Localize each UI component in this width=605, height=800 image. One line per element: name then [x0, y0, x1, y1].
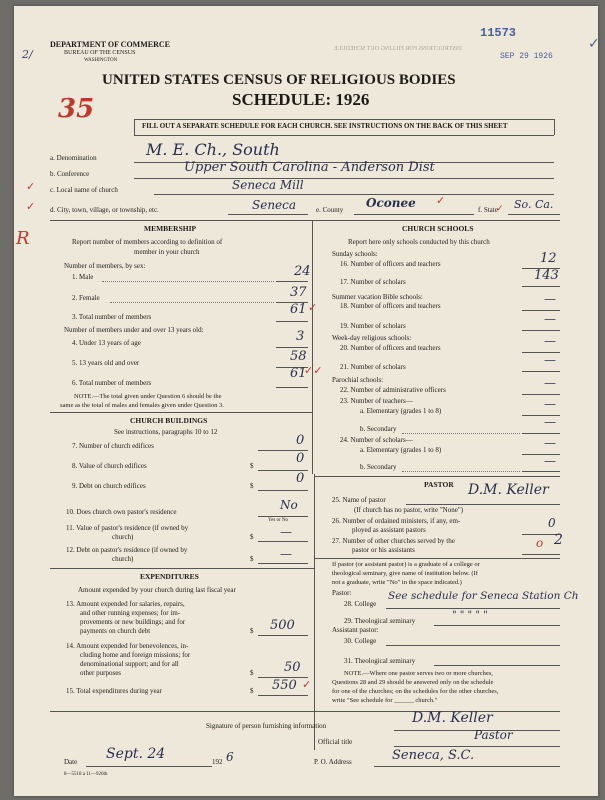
question-label: denominational support; and for all: [80, 660, 179, 668]
city-value[interactable]: Seneca: [252, 198, 297, 212]
denomination-label: a. Denomination: [50, 154, 97, 162]
answer-value[interactable]: —: [280, 525, 292, 539]
year-digit[interactable]: 6: [226, 750, 234, 764]
question-label: 6. Total number of members: [72, 379, 152, 387]
membership-note: same as the total of males and females given under Question 3.: [60, 402, 224, 409]
answer-value[interactable]: 37: [290, 285, 307, 300]
schools-group-label: Summer vacation Bible schools:: [332, 293, 423, 301]
dollar-sign: $: [250, 462, 254, 470]
question-label: 20. Number of officers and teachers: [340, 344, 441, 352]
graduate-instructions: If pastor (or assistant pastor) is a graduate of a college or: [332, 561, 480, 568]
pastor-note: NOTE.—Where one pastor serves two or more churches,: [344, 670, 493, 677]
pastor-none-hint: (If church has no pastor, write "None"): [354, 506, 464, 514]
question-label: 2. Female: [72, 294, 100, 302]
membership-note: NOTE.—The total given under Question 6 should be the: [74, 393, 222, 400]
buildings-heading: CHURCH BUILDINGS: [130, 416, 208, 425]
seminary-value[interactable]: " " " " ": [452, 610, 488, 621]
check-icon: ✓: [496, 204, 504, 214]
signature-label: Signature of person furnishing information: [206, 722, 327, 730]
membership-age-heading: Number of members under and over 13 years old:: [64, 326, 204, 334]
question-label: and other running expenses; for im-: [80, 609, 181, 617]
instruction-banner: FILL OUT A SEPARATE SCHEDULE FOR EACH CHURCH. SEE INSTRUCTIONS ON THE BACK OF THIS SHEET: [142, 122, 508, 130]
conference-value[interactable]: Upper South Carolina - Anderson Dist: [184, 160, 435, 175]
question-label: 13. Amount expended for salaries, repairs,: [66, 600, 185, 608]
question-label: provements or new buildings; and for: [80, 618, 186, 626]
question-label: 9. Debt on church edifices: [72, 482, 146, 490]
question-label: 24. Number of scholars—: [340, 436, 413, 444]
city-label: WASHINGTON: [84, 58, 118, 63]
check-icon: ✓✓: [304, 364, 323, 377]
answer-value[interactable]: 143: [534, 268, 559, 283]
membership-intro: member in your church: [134, 248, 200, 256]
answer-value[interactable]: —: [544, 353, 556, 367]
question-label: 12. Debt on pastor's residence (if owned by: [66, 546, 188, 554]
pastor-note: for one of the churches; on the schedules for the other churches,: [332, 688, 499, 695]
county-label: e. County: [316, 206, 344, 214]
graduate-instructions: not a graduate, write "No" in the space indicated.): [332, 579, 462, 586]
year-prefix: 192: [212, 758, 223, 766]
bureau-label: BUREAU OF THE CENSUS: [64, 50, 136, 56]
college-value[interactable]: See schedule for Seneca Station Ch: [388, 590, 579, 602]
question-label: church): [112, 533, 134, 541]
assistant-subheading: Assistant pastor:: [332, 626, 379, 634]
po-address-value[interactable]: Seneca, S.C.: [392, 748, 475, 763]
dollar-sign: $: [250, 555, 254, 563]
question-label: 17. Number of scholars: [340, 278, 406, 286]
state-value[interactable]: So. Ca.: [514, 198, 554, 211]
answer-value[interactable]: —: [544, 292, 556, 306]
official-title-label: Official title: [318, 738, 353, 746]
question-label: 16. Number of officers and teachers: [340, 260, 441, 268]
graduate-instructions: theological seminary, give name of institution below. (If: [332, 570, 478, 577]
buildings-instructions: See instructions, paragraphs 10 to 12: [114, 428, 218, 436]
signature-value[interactable]: D.M. Keller: [412, 710, 493, 726]
answer-value[interactable]: —: [544, 334, 556, 348]
margin-mark-top: 2/: [22, 48, 33, 61]
question-label: 8. Value of church edifices: [72, 462, 147, 470]
question-label: a. Elementary (grades 1 to 8): [360, 446, 442, 454]
date-label: Date: [64, 758, 78, 766]
check-icon: ✓: [26, 180, 36, 193]
membership-heading: MEMBERSHIP: [144, 224, 197, 233]
po-address-label: P. O. Address: [314, 758, 352, 766]
pastor-note: Questions 28 and 29 should be answered only on the schedule: [332, 679, 494, 686]
question-label: 27. Number of other churches served by the: [332, 537, 455, 545]
answer-value[interactable]: —: [544, 376, 556, 390]
schedule-number-stamp: 11573: [480, 26, 517, 40]
answer-value[interactable]: 3: [296, 329, 305, 344]
question-label: 5. 13 years old and over: [72, 359, 140, 367]
schools-group-label: Parochial schools:: [332, 376, 384, 384]
answer-value[interactable]: —: [544, 312, 556, 326]
bleed-through-text: INSTRUCTIONS FOR FILLING OUT SCHEDULE: [334, 46, 462, 52]
answer-value[interactable]: 550: [272, 678, 297, 693]
question-label: pastor or his assistants: [352, 546, 415, 554]
membership-intro: Report number of members according to definition of: [72, 238, 223, 246]
department-label: DEPARTMENT OF COMMERCE: [50, 40, 171, 49]
question-label: 23. Number of teachers—: [340, 397, 413, 405]
question-label: church): [112, 555, 134, 563]
dollar-sign: $: [250, 669, 254, 677]
question-label: 11. Value of pastor's residence (if owned by: [66, 524, 189, 532]
check-icon: ✓: [588, 36, 600, 52]
answer-value[interactable]: —: [544, 454, 556, 468]
answer-value[interactable]: —: [544, 415, 556, 429]
conference-label: b. Conference: [50, 170, 90, 178]
question-label: cluding home and foreign missions; for: [80, 651, 191, 659]
question-label: 14. Amount expended for benevolences, in-: [66, 642, 189, 650]
church-name-value[interactable]: Seneca Mill: [232, 178, 304, 192]
pastor-heading: PASTOR: [424, 480, 454, 489]
check-icon: ✓: [26, 200, 36, 213]
question-label: 7. Number of church edifices: [72, 442, 154, 450]
schools-heading: CHURCH SCHOOLS: [402, 224, 474, 233]
dollar-sign: $: [250, 533, 254, 541]
answer-value[interactable]: 0: [548, 516, 556, 530]
pastor-name-value[interactable]: D.M. Keller: [468, 482, 549, 498]
question-label: 15. Total expenditures during year: [66, 687, 162, 695]
expenditures-intro: Amount expended by your church during last fiscal year: [78, 586, 236, 594]
question-label: 4. Under 13 years of age: [72, 339, 141, 347]
check-icon: ✓: [436, 194, 446, 207]
date-value[interactable]: Sept. 24: [106, 746, 166, 762]
answer-value[interactable]: 0: [296, 433, 305, 448]
question-label: payments on church debt: [80, 627, 151, 635]
question-label: 30. College: [344, 637, 377, 645]
question-label: 28. College: [344, 600, 377, 608]
margin-r-mark: R: [16, 228, 30, 249]
answer-value[interactable]: 50: [284, 660, 301, 675]
check-icon: ✓: [308, 301, 318, 314]
answer-value[interactable]: 500: [270, 618, 295, 633]
check-icon: ✓: [302, 678, 312, 691]
question-label: 19. Number of scholars: [340, 322, 406, 330]
census-schedule-page: [14, 6, 598, 796]
form-code: 8—5518 a 11—926th: [64, 772, 108, 777]
expenditures-heading: EXPENDITURES: [140, 572, 199, 581]
membership-by-sex: Number of members, by sex:: [64, 262, 146, 270]
question-label: 26. Number of ordained ministers, if any, em-: [332, 517, 461, 525]
question-label: ployed as assistant pastors: [352, 526, 426, 534]
question-label: 25. Name of pastor: [332, 496, 386, 504]
question-label: 1. Male: [72, 273, 94, 281]
form-title: UNITED STATES CENSUS OF RELIGIOUS BODIES: [102, 72, 456, 88]
question-label: b. Secondary: [360, 425, 397, 433]
answer-value[interactable]: 58: [290, 349, 307, 364]
county-value[interactable]: Oconee: [366, 196, 416, 210]
schools-group-label: Week-day religious schools:: [332, 334, 412, 342]
answer-value[interactable]: —: [544, 397, 556, 411]
question-label: 10. Does church own pastor's residence: [66, 508, 177, 516]
correction-mark: o: [536, 536, 544, 550]
answer-value[interactable]: 61: [290, 366, 307, 381]
answer-value[interactable]: —: [280, 547, 292, 561]
question-label: 29. Theological seminary: [344, 617, 416, 625]
official-title-value[interactable]: Pastor: [474, 728, 513, 742]
denomination-value[interactable]: M. E. Ch., South: [146, 140, 280, 159]
answer-value[interactable]: —: [544, 436, 556, 450]
margin-number: 35: [58, 94, 95, 124]
church-name-label: c. Local name of church: [50, 186, 118, 194]
dollar-sign: $: [250, 687, 254, 695]
question-label: 31. Theological seminary: [344, 657, 416, 665]
answer-value[interactable]: 0: [296, 451, 305, 466]
question-label: a. Elementary (grades 1 to 8): [360, 407, 442, 415]
dollar-sign: $: [250, 627, 254, 635]
question-label: b. Secondary: [360, 463, 397, 471]
schedule-title: SCHEDULE: 1926: [232, 90, 370, 109]
question-label: other purposes: [80, 669, 122, 677]
schools-group-label: Sunday schools:: [332, 250, 378, 258]
pastor-note: write "See schedule for ______ church.": [332, 697, 438, 704]
yes-or-no-hint: Yes or No: [268, 518, 289, 523]
question-label: 3. Total number of members: [72, 313, 152, 321]
city-label: d. City, town, village, or township, etc.: [50, 206, 159, 214]
answer-value[interactable]: 2: [554, 532, 563, 548]
state-label: f. State: [478, 206, 498, 214]
answer-value[interactable]: 0: [296, 471, 305, 486]
question-label: 22. Number of administrative officers: [340, 386, 446, 394]
answer-value[interactable]: No: [280, 498, 298, 512]
date-received-stamp: SEP 29 1926: [500, 52, 553, 61]
answer-value[interactable]: 24: [294, 264, 311, 279]
answer-value[interactable]: 12: [540, 251, 557, 266]
question-label: 18. Number of officers and teachers: [340, 302, 441, 310]
dollar-sign: $: [250, 482, 254, 490]
question-label: 21. Number of scholars: [340, 363, 406, 371]
schools-intro: Report here only schools conducted by this church: [348, 238, 490, 246]
pastor-subheading: Pastor:: [332, 589, 352, 597]
answer-value[interactable]: 61: [290, 302, 307, 317]
